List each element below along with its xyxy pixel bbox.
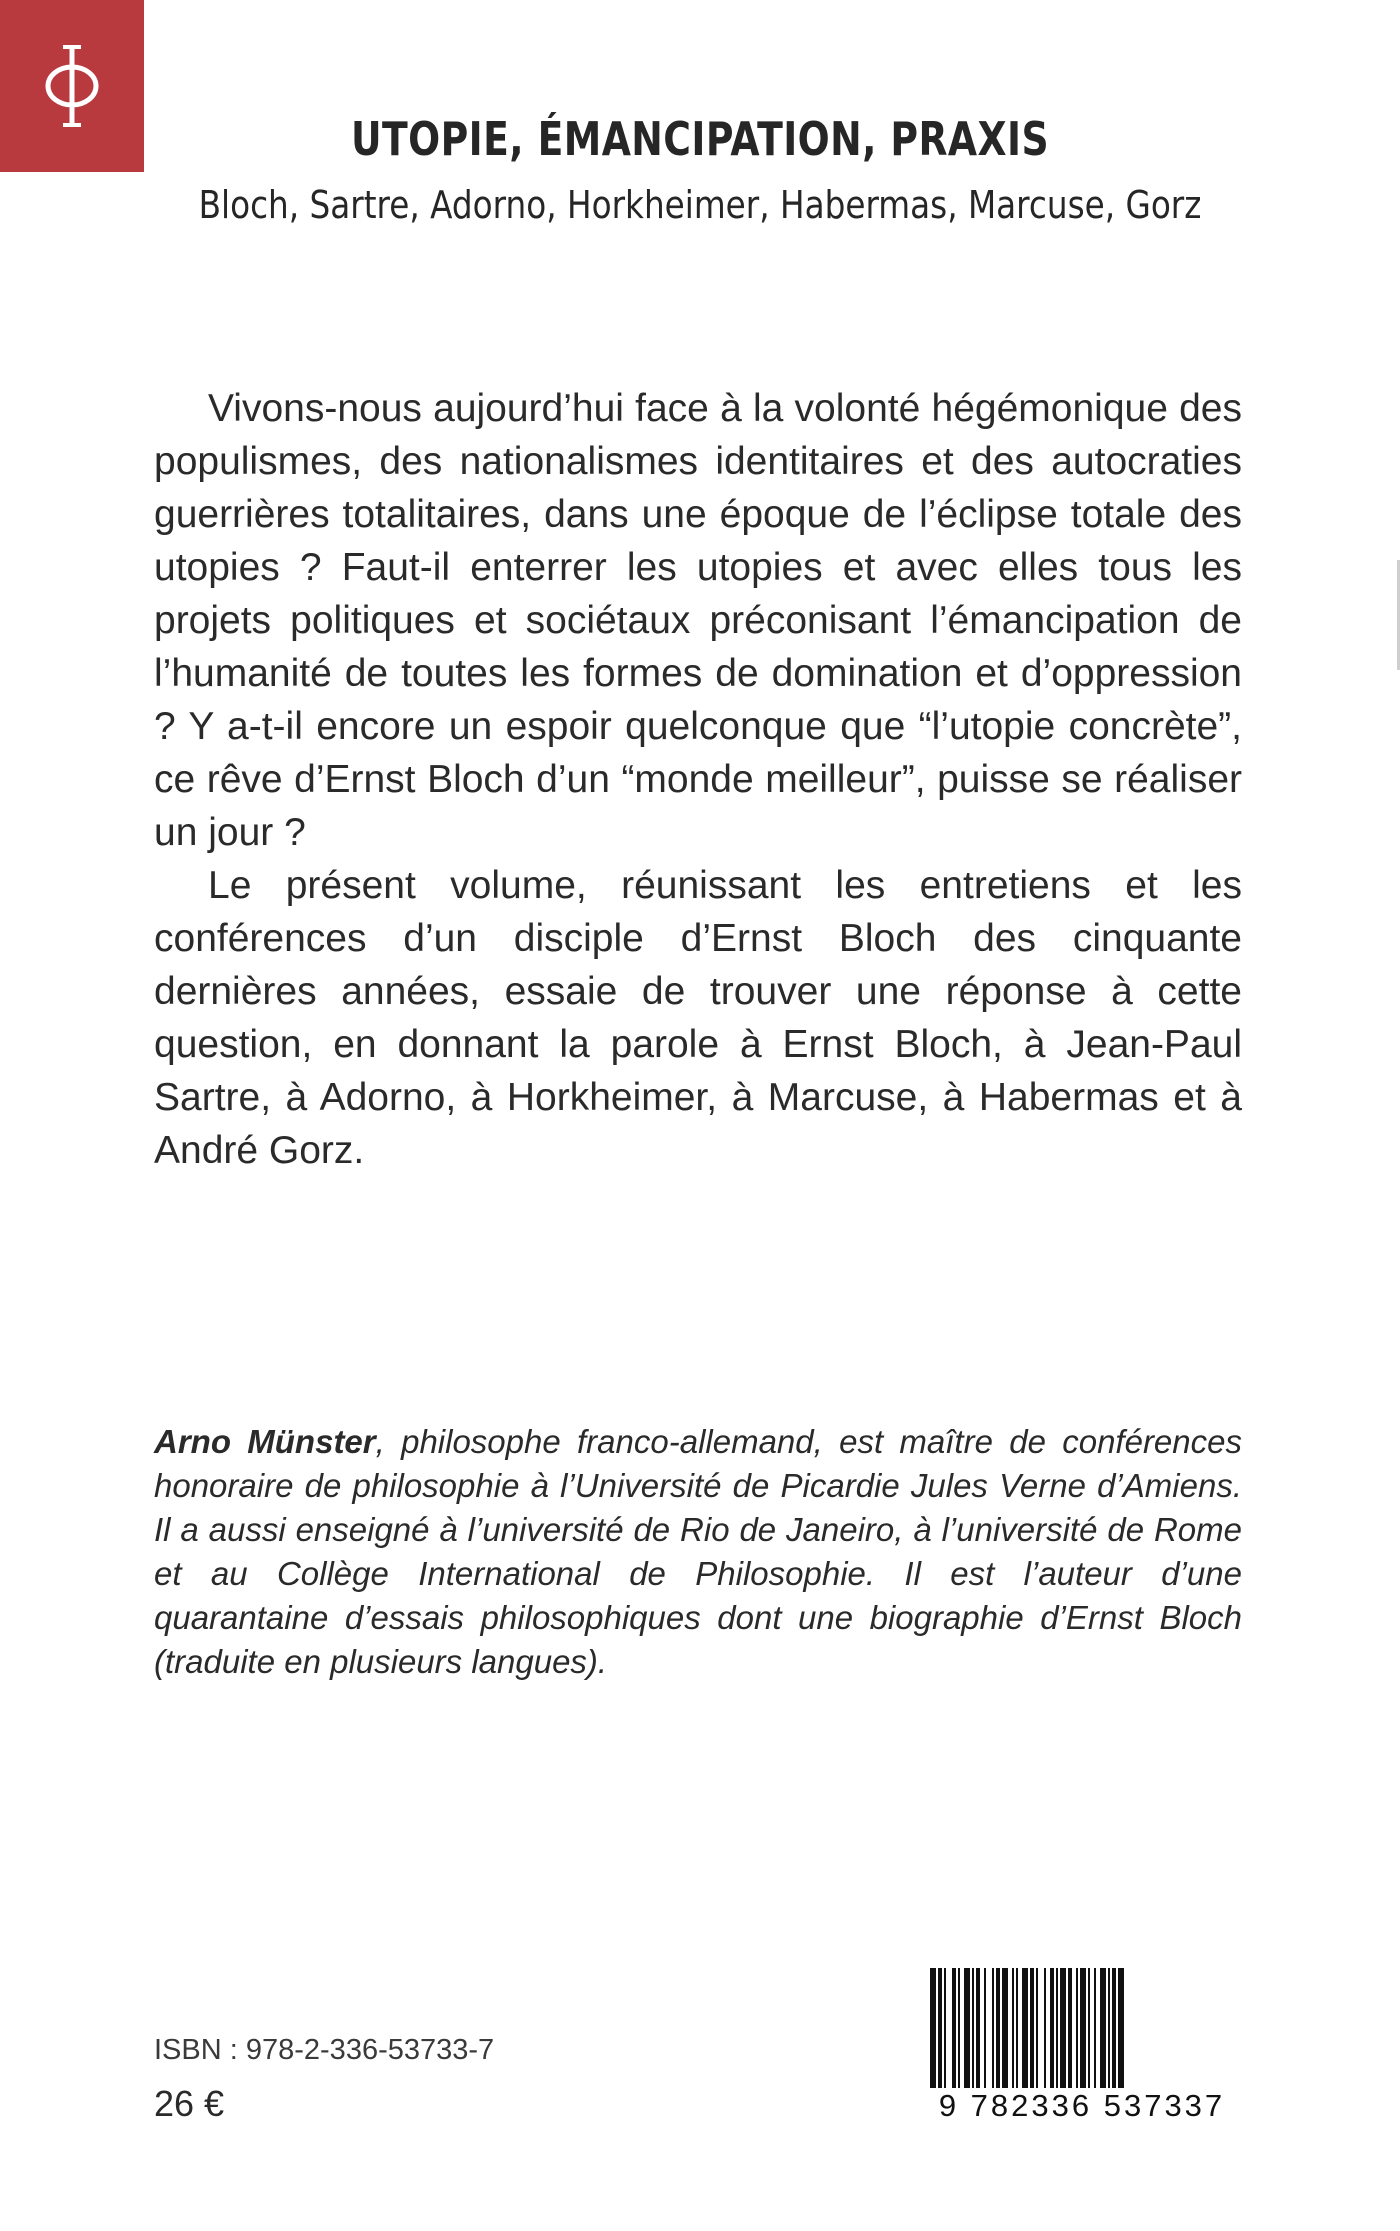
barcode-bar xyxy=(1108,1968,1110,2093)
blurb-paragraph: Vivons-nous aujourd’hui face à la volonté hégémonique des populismes, des nationalismes identitaires et des autocraties guerrières totalitaires, dans une époque de l’éclipse totale des utopies ? Faut-il enterrer les utopies et avec elles tous les projets politiques et sociétaux préconisant l’émancipation de l’humanité de toutes les formes de domination et d’oppression ? Y a-t-il encore un espoir quelconque que “l’utopie concrète”, ce rêve d’Ernst Bloch d’un “monde meilleur”, puisse se réaliser un jour ? xyxy=(154,387,1242,854)
phi-icon xyxy=(37,41,107,131)
barcode-bars xyxy=(922,1968,1242,2093)
barcode-bar xyxy=(1068,1968,1072,2093)
back-cover-blurb xyxy=(154,382,1242,1177)
barcode-bar xyxy=(1012,1968,1014,2093)
barcode-digits: 9 782336 537337 xyxy=(922,2088,1242,2124)
barcode-bar xyxy=(1002,1968,1008,2093)
barcode-bar xyxy=(958,1968,960,2093)
barcode-bar xyxy=(976,1968,980,2093)
barcode-bar xyxy=(930,1968,936,2093)
blurb-paragraph: Le présent volume, réunissant les entretiens et les conférences d’un disciple d’Ernst Bloch des cinquante dernières années, essaie de trouver une réponse à cette question, en donnant la parole à Ernst Bloch, à Jean-Paul Sartre, à Adorno, à Horkheimer, à Marcuse, à Habermas et à André Gorz. xyxy=(154,864,1242,1172)
barcode-bar xyxy=(1050,1968,1054,2093)
barcode-bar xyxy=(1030,1968,1034,2093)
barcode-bar xyxy=(952,1968,956,2093)
barcode-bar xyxy=(1100,1968,1106,2093)
book-subtitle: Bloch, Sartre, Adorno, Horkheimer, Habermas, Marcuse, Gorz xyxy=(198,183,1202,227)
barcode-bar xyxy=(1036,1968,1038,2093)
barcode xyxy=(922,1968,1242,2128)
barcode-bar xyxy=(1118,1968,1124,2093)
barcode-bar xyxy=(964,1968,970,2093)
price-label: 26 € xyxy=(154,2083,225,2124)
barcode-bar xyxy=(972,1968,974,2093)
book-title: UTOPIE, ÉMANCIPATION, PRAXIS xyxy=(350,112,1050,166)
author-bio xyxy=(154,1420,1242,1684)
barcode-bar xyxy=(938,1968,942,2093)
barcode-bar xyxy=(1112,1968,1116,2093)
barcode-bar xyxy=(1060,1968,1066,2093)
barcode-bar xyxy=(996,1968,1000,2093)
barcode-bar xyxy=(1088,1968,1090,2093)
barcode-bar xyxy=(1076,1968,1078,2093)
barcode-bar xyxy=(944,1968,946,2093)
barcode-bar xyxy=(992,1968,994,2093)
barcode-bar xyxy=(984,1968,986,2093)
isbn-label: ISBN : 978-2-336-53733-7 xyxy=(154,2034,495,2066)
publisher-logo xyxy=(0,0,144,172)
barcode-bar xyxy=(1094,1968,1096,2093)
barcode-bar xyxy=(1044,1968,1046,2093)
barcode-bar xyxy=(1056,1968,1058,2093)
barcode-bar xyxy=(1022,1968,1028,2093)
barcode-bar xyxy=(1080,1968,1086,2093)
barcode-bar xyxy=(1016,1968,1018,2093)
author-bio-text: , philosophe franco-allemand, est maître de conférences honoraire de philosophie à l’Université de Picardie Jules Verne d’Amiens. Il a aussi enseigné à l’université de Rio de Janeiro, à l’université de Rome et au Collège International de Philosophie. Il est l’auteur d’une quarantaine d’essais philosophiques dont une biographie d’Ernst Bloch (traduite en plusieurs langues). xyxy=(154,1423,1242,1680)
author-name: Arno Münster xyxy=(154,1423,376,1460)
